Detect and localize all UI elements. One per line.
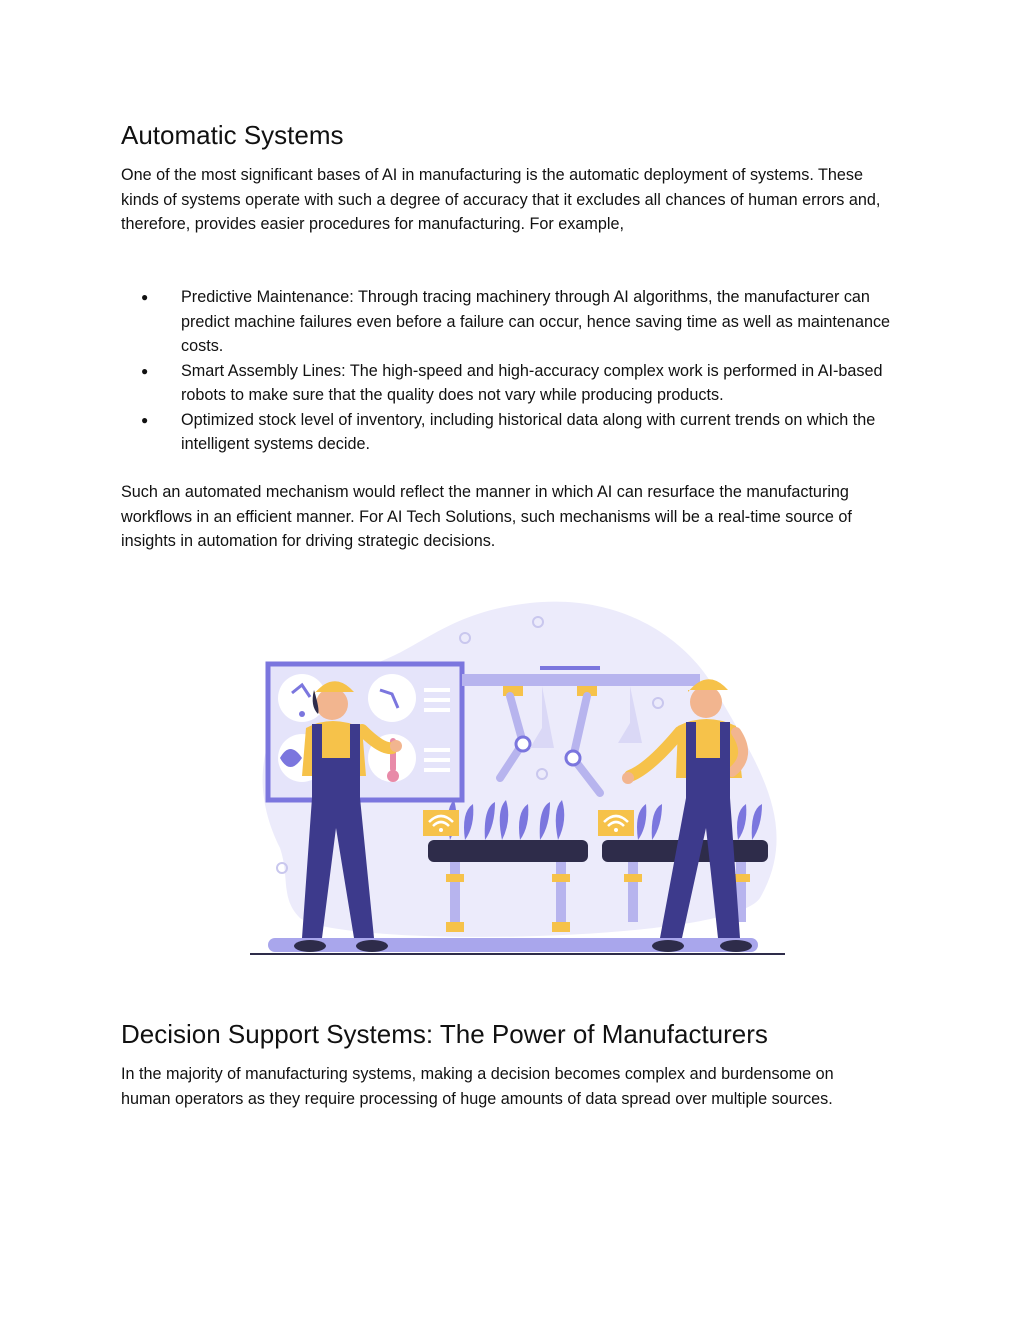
list-item-text: Smart Assembly Lines: The high-speed and high-accuracy complex work is performed in AI-based robots to make sure that the quality does not vary while producing products. xyxy=(181,361,883,404)
bullet-icon: ● xyxy=(141,363,149,378)
bullet-list xyxy=(121,285,901,457)
list-item xyxy=(121,285,901,359)
list-item-text: Optimized stock level of inventory, including historical data along with current trends on which the intelligent systems decide. xyxy=(181,410,876,453)
list-item xyxy=(121,408,901,457)
bullet-icon: ● xyxy=(141,290,149,304)
list-item-text: Predictive Maintenance: Through tracing machinery through AI algorithms, the manufacturer can predict machine failures even before a failure can occur, hence saving time as well as maintenance costs. xyxy=(181,288,891,355)
list-item xyxy=(121,359,901,408)
wifi-sign xyxy=(423,810,459,836)
section-outro-paragraph: Such an automated mechanism would reflect the manner in which AI can resurface the manufacturing workflows in an efficient manner. For AI Tech Solutions, such mechanisms will be a real-time source of insights in automation for driving strategic decisions. xyxy=(121,483,852,550)
factory-workers-illustration xyxy=(240,598,790,960)
bullet-icon: ● xyxy=(141,412,149,427)
section-intro-paragraph: One of the most significant bases of AI in manufacturing is the automatic deployment of systems. These kinds of systems operate with such a degree of accuracy that it excludes all chances of human errors and, therefore, provides easier procedures for manufacturing. For example, xyxy=(121,166,881,233)
floor-base xyxy=(268,938,758,952)
section-intro-paragraph: In the majority of manufacturing systems, making a decision becomes complex and burdensome on human operators as they require processing of huge amounts of data spread over multiple sources. xyxy=(121,1065,834,1108)
wifi-sign xyxy=(598,810,634,836)
section-heading-decision-support: Decision Support Systems: The Power of Manufacturers xyxy=(121,1019,768,1049)
section-heading-automatic-systems: Automatic Systems xyxy=(121,120,344,150)
